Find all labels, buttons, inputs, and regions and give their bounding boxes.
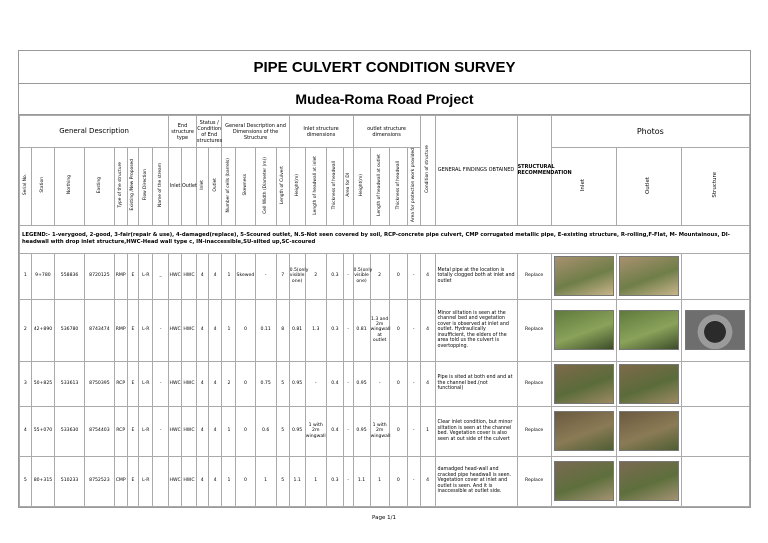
survey-sheet	[18, 50, 751, 508]
table-cell: 8	[276, 299, 289, 361]
table-cell: 8754403	[84, 406, 114, 456]
photo-cell	[616, 299, 681, 361]
table-cell: 0.95	[289, 361, 305, 406]
inlet-photo	[554, 310, 614, 350]
col-header: Inlet	[169, 148, 182, 226]
col-header: Skewness	[236, 148, 255, 226]
col-header: Flow Direction	[139, 148, 153, 226]
table-cell: -	[255, 253, 276, 299]
col-photo-outlet: Outlet	[616, 148, 681, 226]
table-cell: HWC	[181, 361, 196, 406]
table-cell: HWC	[169, 299, 182, 361]
table-cell: 50+825	[31, 361, 54, 406]
table-cell: 0.3	[326, 299, 343, 361]
photo-cell	[681, 299, 749, 361]
findings-cell: Metal pipe at the location is totally clogged both at inlet and outlet	[435, 253, 517, 299]
table-cell: 4	[420, 361, 435, 406]
table-cell: HWC	[169, 456, 182, 506]
table-cell: 533613	[55, 361, 85, 406]
recommendation-cell: Replace	[517, 406, 551, 456]
col-header: Height(m)	[289, 148, 305, 226]
table-cell: 0.95	[353, 361, 370, 406]
findings-cell: Minor siltation is seen at the channel bed and vegetation cover is observed at inlet and outlet. Hydraulically insufficient, the elders of the area told us the culvert is overtopping.	[435, 299, 517, 361]
structure-photo	[686, 257, 744, 295]
table-cell: -	[407, 361, 420, 406]
table-cell: 0.95	[289, 406, 305, 456]
inlet-photo	[554, 256, 614, 296]
col-header: Easting	[84, 148, 114, 226]
table-cell: 0	[389, 456, 407, 506]
col-header: Name of the stream	[153, 148, 169, 226]
photo-cell	[681, 253, 749, 299]
table-cell: HWC	[169, 406, 182, 456]
table-cell: 0.4	[326, 361, 343, 406]
table-cell: 2	[370, 253, 389, 299]
table-cell: 4	[420, 299, 435, 361]
table-cell: 4	[208, 361, 222, 406]
findings-cell: Clear inlet condition, but minor siltation is seen at the channel bed. Vegetation cover is also seen at out side of the culvert	[435, 406, 517, 456]
outlet-photo	[619, 461, 679, 501]
inlet-photo	[554, 411, 614, 451]
photo-cell	[551, 406, 616, 456]
table-cell: 0.11	[255, 299, 276, 361]
table-cell: -	[305, 361, 326, 406]
table-cell: 2	[20, 299, 32, 361]
table-cell: 0	[389, 253, 407, 299]
table-cell: 4	[196, 299, 208, 361]
table-cell: E	[127, 253, 139, 299]
table-cell: RMP	[114, 299, 127, 361]
photo-cell	[551, 253, 616, 299]
photo-cell	[616, 361, 681, 406]
table-cell: HWC	[181, 456, 196, 506]
table-cell: 2	[222, 361, 236, 406]
outlet-photo	[619, 411, 679, 451]
photo-cell	[616, 253, 681, 299]
recommendation-cell: Replace	[517, 456, 551, 506]
col-header: Area for protection work provided	[407, 148, 420, 226]
table-cell: -	[343, 299, 353, 361]
inlet-photo	[554, 461, 614, 501]
table-cell: L-R	[139, 299, 153, 361]
table-cell: 1	[370, 456, 389, 506]
table-cell: 80+315	[31, 456, 54, 506]
table-cell: 1.1	[289, 456, 305, 506]
col-photo-structure: Structure	[681, 148, 749, 226]
outlet-photo	[619, 364, 679, 404]
col-header: Northing	[55, 148, 85, 226]
group-general-desc: General Description and Dimensions of the Structure	[222, 116, 289, 148]
table-cell: RCP	[114, 361, 127, 406]
photo-cell	[681, 361, 749, 406]
table-cell: -	[407, 253, 420, 299]
table-cell: -	[370, 361, 389, 406]
table-cell: 1.1	[353, 456, 370, 506]
table-cell: 1	[222, 299, 236, 361]
table-cell: 8750395	[84, 361, 114, 406]
group-photos: Photos	[551, 116, 749, 148]
sheet-title: PIPE CULVERT CONDITION SURVEY	[19, 51, 750, 84]
table-cell: _	[153, 253, 169, 299]
col-header: Length of headwall at outlet	[370, 148, 389, 226]
table-cell: 4	[420, 456, 435, 506]
table-cell: 0	[389, 299, 407, 361]
col-header: Inlet	[196, 148, 208, 226]
table-cell: HWC	[181, 406, 196, 456]
table-row	[20, 456, 750, 506]
table-cell: -	[407, 456, 420, 506]
photo-cell	[681, 456, 749, 506]
table-cell: 1	[20, 253, 32, 299]
col-header: Length of Culvert	[276, 148, 289, 226]
table-cell: 2	[305, 253, 326, 299]
table-cell: 42+890	[31, 299, 54, 361]
table-cell: 1 with 2m wingwall	[370, 406, 389, 456]
table-cell: -	[343, 253, 353, 299]
col-header: Type of the structure	[114, 148, 127, 226]
photo-cell	[551, 456, 616, 506]
inlet-photo	[554, 364, 614, 404]
recommendation-cell: Replace	[517, 253, 551, 299]
table-cell: 4	[208, 406, 222, 456]
table-cell: 1	[420, 406, 435, 456]
table-cell: 0.81	[289, 299, 305, 361]
col-header: Thickness of headwall	[326, 148, 343, 226]
table-cell: E	[127, 299, 139, 361]
table-cell: RCP	[114, 406, 127, 456]
photo-cell	[681, 406, 749, 456]
group-status: Status / Condition of End structures	[196, 116, 222, 148]
structure-photo	[686, 462, 744, 500]
table-cell: 8743474	[84, 299, 114, 361]
table-cell: 0	[236, 406, 255, 456]
table-cell: 536780	[55, 299, 85, 361]
table-cell: 0	[389, 361, 407, 406]
legend: LEGEND:- 1-verygood, 2-good, 3-fair(repair & use), 4-damaged(replace), 5-Scoured outlet, N.S-Not seen covered by soil, RCP-concrete pipe culvert, CMP corrugated metallic pipe, E-existing structure, R-rolling,F-Flat, M- Mountainous, DI-headwall with drop inlet structure,HWC-Head wall type c, IN-inaccessible,SU-silted up,SC-scoured	[20, 225, 750, 253]
table-cell: E	[127, 456, 139, 506]
table-cell: 510233	[55, 456, 85, 506]
structure-photo	[686, 412, 744, 450]
photo-cell	[551, 361, 616, 406]
structure-photo	[686, 365, 744, 403]
table-cell: L-R	[139, 406, 153, 456]
table-cell: 4	[196, 361, 208, 406]
table-cell	[153, 456, 169, 506]
table-cell: 0.5(only visible one)	[289, 253, 305, 299]
findings-cell: Pipe is sited at both end and at the channel bed.(not functional)	[435, 361, 517, 406]
table-cell: 558836	[55, 253, 85, 299]
col-header: Station	[31, 148, 54, 226]
group-recommendation: STRUCTURAL RECOMMENDATION	[517, 116, 551, 226]
photo-cell	[616, 456, 681, 506]
col-header: Number of cells (barrels)	[222, 148, 236, 226]
table-cell: HWC	[181, 253, 196, 299]
table-cell: 0.95	[353, 406, 370, 456]
col-header: Cell Width (Diameter (m))	[255, 148, 276, 226]
table-row	[20, 406, 750, 456]
group-outlet-dim: outlet structure dimensions	[353, 116, 420, 148]
table-cell: 5	[276, 361, 289, 406]
table-cell: -	[153, 406, 169, 456]
table-cell: HWC	[169, 361, 182, 406]
table-cell: -	[343, 456, 353, 506]
table-cell: -	[153, 299, 169, 361]
table-cell: Skewed	[236, 253, 255, 299]
table-cell: 0.3	[326, 456, 343, 506]
table-cell: -	[153, 361, 169, 406]
table-cell: 1 with 2m wingwall	[305, 406, 326, 456]
table-cell: 5	[276, 406, 289, 456]
table-cell: -	[407, 299, 420, 361]
outlet-photo	[619, 310, 679, 350]
table-cell: 0.4	[326, 406, 343, 456]
table-cell: 1.3 and 2m wingwall at outlet	[370, 299, 389, 361]
project-title: Mudea-Roma Road Project	[19, 84, 750, 115]
col-header: Serial No.	[20, 148, 32, 226]
table-row	[20, 253, 750, 299]
photo-cell	[616, 406, 681, 456]
group-findings: GENERAL FINDINGS OBTAINED	[435, 116, 517, 226]
table-cell: 0.5(only visible one)	[353, 253, 370, 299]
recommendation-cell: Replace	[517, 361, 551, 406]
table-cell: 1	[255, 456, 276, 506]
table-cell: 4	[420, 253, 435, 299]
table-cell: L-R	[139, 361, 153, 406]
survey-table	[19, 115, 750, 507]
col-header: Existing /New Proposed	[127, 148, 139, 226]
table-cell: 1	[222, 456, 236, 506]
table-cell: 0.81	[353, 299, 370, 361]
group-inlet-dim: Inlet structure dimensions	[289, 116, 353, 148]
recommendation-cell: Replace	[517, 299, 551, 361]
group-general: General Description	[20, 116, 169, 148]
findings-cell: damadged head-wall and cracked pipe headwall is seen. Vegetation cover at inlet and outlet is seen. And it is inaccessible at outlet side.	[435, 456, 517, 506]
table-cell: 4	[196, 456, 208, 506]
col-header: Outlet	[208, 148, 222, 226]
table-cell: 7	[276, 253, 289, 299]
table-cell: -	[407, 406, 420, 456]
col-photo-inlet: Inlet	[551, 148, 616, 226]
table-cell: 5	[276, 456, 289, 506]
photo-cell	[551, 299, 616, 361]
group-end-type: End structure type	[169, 116, 197, 148]
table-cell: -	[343, 406, 353, 456]
table-cell: 1	[222, 406, 236, 456]
table-cell: 0.3	[326, 253, 343, 299]
table-cell: 5	[20, 456, 32, 506]
table-row	[20, 299, 750, 361]
table-cell: 4	[208, 456, 222, 506]
table-cell: -	[343, 361, 353, 406]
col-header: Thickness of headwall	[389, 148, 407, 226]
table-cell: 8752523	[84, 456, 114, 506]
table-cell: 4	[196, 406, 208, 456]
table-row	[20, 361, 750, 406]
table-cell: 1.3	[305, 299, 326, 361]
table-cell: E	[127, 406, 139, 456]
outlet-photo	[619, 256, 679, 296]
table-cell: 4	[196, 253, 208, 299]
table-cell: 533630	[55, 406, 85, 456]
table-cell: 0	[236, 361, 255, 406]
table-cell: L-R	[139, 456, 153, 506]
table-cell: HWC	[181, 299, 196, 361]
table-cell: 4	[20, 406, 32, 456]
col-header: Area for DI	[343, 148, 353, 226]
table-cell: 0	[236, 456, 255, 506]
table-cell: 4	[208, 253, 222, 299]
table-cell: 55+070	[31, 406, 54, 456]
structure-photo	[685, 310, 745, 350]
table-cell: 3	[20, 361, 32, 406]
table-cell: CMP	[114, 456, 127, 506]
col-header: Height(m)	[353, 148, 370, 226]
table-cell: 4	[208, 299, 222, 361]
col-header: Length of headwall at inlet	[305, 148, 326, 226]
table-cell: RMP	[114, 253, 127, 299]
table-cell: 8720125	[84, 253, 114, 299]
table-cell: L-R	[139, 253, 153, 299]
table-cell: 9+780	[31, 253, 54, 299]
table-cell: 1	[305, 456, 326, 506]
table-cell: 0	[236, 299, 255, 361]
col-header: Outlet	[181, 148, 196, 226]
table-cell: HWC	[169, 253, 182, 299]
table-cell: 0.75	[255, 361, 276, 406]
table-cell: 0	[389, 406, 407, 456]
col-condition: Condition of structure	[420, 116, 435, 226]
table-cell: 1	[222, 253, 236, 299]
table-cell: E	[127, 361, 139, 406]
page-number: Page 1/1	[372, 515, 396, 521]
table-cell: 0.6	[255, 406, 276, 456]
